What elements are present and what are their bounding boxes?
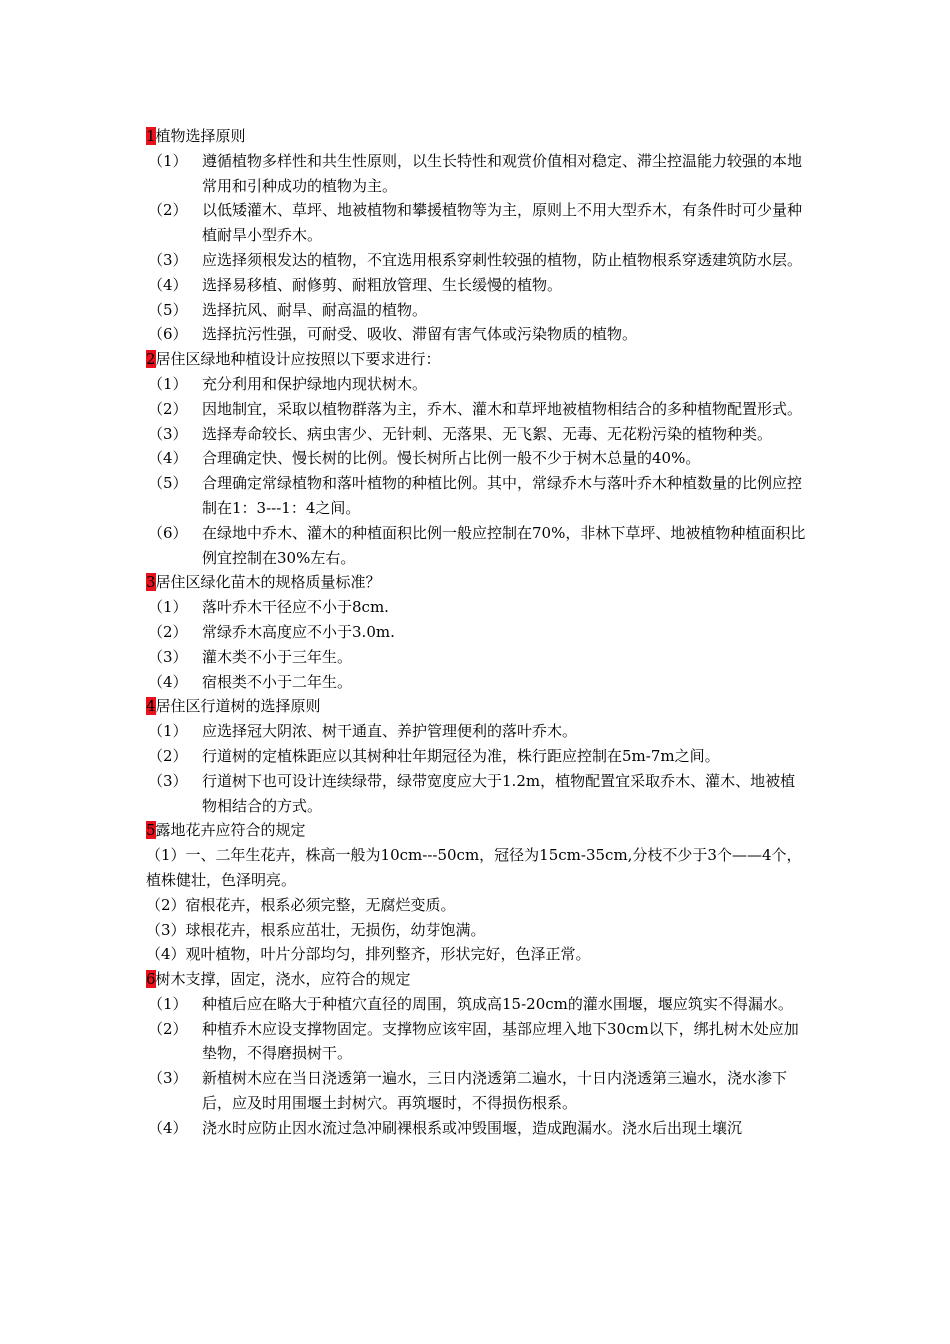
list-item <box>146 198 810 248</box>
list-item <box>146 322 810 347</box>
list-item-index: （2） <box>148 746 188 765</box>
section-heading <box>146 570 810 595</box>
section-title: 居住区绿地种植设计应按照以下要求进行： <box>155 350 441 369</box>
list-item-index: （4） <box>148 1118 188 1137</box>
list-item-index: （1） <box>148 151 188 170</box>
list-item-text: 宿根类不小于二年生。 <box>202 672 353 691</box>
list-item-index: （2） <box>148 399 188 418</box>
list-item-index: （1） <box>148 722 188 741</box>
section-heading <box>146 694 810 719</box>
list-item-index: （2） <box>148 622 188 641</box>
list-item-index: （3） <box>148 1069 188 1088</box>
list-item <box>146 397 810 422</box>
list-item-text: 应选择冠大阴浓、树干通直、养护管理便利的落叶乔木。 <box>202 722 578 741</box>
section-number: 3 <box>146 573 156 592</box>
list-item-text: 选择寿命较长、病虫害少、无针刺、无落果、无飞絮、无毒、无花粉污染的植物种类。 <box>202 424 773 443</box>
list-item-index: （4） <box>148 449 188 468</box>
list-item-text: 以低矮灌木、草坪、地被植物和攀援植物等为主，原则上不用大型乔木，有条件时可少量种植耐旱小型乔木。 <box>202 201 803 245</box>
list-item-index: （4） <box>148 672 188 691</box>
list-item-index: （4） <box>148 275 188 294</box>
section-title: 居住区绿化苗木的规格质量标准？ <box>155 573 381 592</box>
section-title: 居住区行道树的选择原则 <box>155 697 321 716</box>
list-item-text: 选择易移植、耐修剪、耐粗放管理、生长缓慢的植物。 <box>202 275 563 294</box>
section-number: 2 <box>146 350 156 369</box>
list-item-index: （1） <box>148 374 188 393</box>
list-item-text: 选择抗污性强，可耐受、吸收、滞留有害气体或污染物质的植物。 <box>202 325 638 344</box>
list-item <box>146 670 810 695</box>
list-item-text: 在绿地中乔木、灌木的种植面积比例一般应控制在70%，非林下草坪、地被植物种植面积比例宜控制在30%左右。 <box>202 523 806 567</box>
list-item <box>146 521 810 571</box>
list-item <box>146 248 810 273</box>
section-number: 6 <box>146 970 156 989</box>
section-title: 树木支撑，固定，浇水，应符合的规定 <box>155 970 411 989</box>
section-number: 4 <box>146 697 156 716</box>
list-item-index: （6） <box>148 523 188 542</box>
list-item-index: （1） <box>148 994 188 1013</box>
list-item-text: 合理确定快、慢长树的比例。慢长树所占比例一般不少于树木总量的40%。 <box>202 449 701 468</box>
list-item-text: 浇水时应防止因水流过急冲刷裸根系或冲毁围堰，造成跑漏水。浇水后出现土壤沉 <box>202 1118 743 1137</box>
list-item-text: 应选择须根发达的植物，不宜选用根系穿刺性较强的植物，防止植物根系穿透建筑防水层。 <box>202 250 803 269</box>
list-item-index: （6） <box>148 325 188 344</box>
list-item-index: （3） <box>148 647 188 666</box>
list-item <box>146 719 810 744</box>
list-item-index: （5） <box>148 474 188 493</box>
list-item <box>146 1017 810 1067</box>
section-heading <box>146 347 810 372</box>
section-heading <box>146 124 810 149</box>
list-item-text: 新植树木应在当日浇透第一遍水，三日内浇透第二遍水，十日内浇透第三遍水，浇水渗下后，应及时用围堰土封树穴。再筑堰时，不得损伤根系。 <box>202 1069 788 1113</box>
list-item-index: （3） <box>148 424 188 443</box>
section-number: 1 <box>146 127 156 145</box>
list-item-index: （2） <box>148 1019 188 1038</box>
list-item <box>146 595 810 620</box>
list-item-text: 行道树下也可设计连续绿带，绿带宽度应大于1.2m，植物配置宜采取乔木、灌木、地被植物相结合的方式。 <box>202 771 796 815</box>
list-item-text: 灌木类不小于三年生。 <box>202 647 353 666</box>
list-item-index: （3） <box>148 250 188 269</box>
section-title: 露地花卉应符合的规定 <box>155 821 306 840</box>
paragraph: （4）观叶植物，叶片分部均匀，排列整齐，形状完好，色泽正常。 <box>146 945 591 964</box>
section-heading <box>146 818 810 843</box>
list-item-index: （1） <box>148 598 188 617</box>
list-item <box>146 471 810 521</box>
list-item-index: （5） <box>148 300 188 319</box>
paragraph: （1）一、二年生花卉，株高一般为10cm---50cm，冠径为15cm-35cm,分枝不少于3个——4个，植株健壮，色泽明亮。 <box>146 846 802 889</box>
list-item <box>146 992 810 1017</box>
list-item-text: 选择抗风、耐旱、耐高温的植物。 <box>202 300 428 319</box>
list-item <box>146 422 810 447</box>
document-body <box>146 124 810 1141</box>
section-number: 5 <box>146 821 156 840</box>
list-item-text: 种植乔木应设支撑物固定。支撑物应该牢固，基部应埋入地下30cm以下，绑扎树木处应加垫物，不得磨损树干。 <box>202 1019 799 1063</box>
section-title: 植物选择原则 <box>155 127 246 145</box>
paragraph: （3）球根花卉，根系应茁壮，无损伤，幼芽饱满。 <box>146 920 486 939</box>
list-item-index: （3） <box>148 771 188 790</box>
list-item <box>146 446 810 471</box>
list-item-text: 合理确定常绿植物和落叶植物的种植比例。其中，常绿乔木与落叶乔木种植数量的比例应控制在1：3---1：4之间。 <box>202 474 803 517</box>
list-item-text: 行道树的定植株距应以其树种壮年期冠径为准，株行距应控制在5m-7m之间。 <box>202 746 720 765</box>
section-heading <box>146 967 810 992</box>
list-item <box>146 620 810 645</box>
list-item <box>146 645 810 670</box>
list-item <box>146 298 810 323</box>
list-item-text: 充分利用和保护绿地内现状树木。 <box>202 374 428 393</box>
list-item <box>146 744 810 769</box>
list-item <box>146 1116 810 1141</box>
list-item <box>146 273 810 298</box>
list-item <box>146 149 810 199</box>
list-item-text: 落叶乔木干径应不小于8cm. <box>202 598 389 617</box>
list-item-text: 因地制宜，采取以植物群落为主，乔木、灌木和草坪地被植物相结合的多种植物配置形式。 <box>202 399 803 418</box>
list-item-text: 种植后应在略大于种植穴直径的周围，筑成高15-20cm的灌水围堰，堰应筑实不得漏水。 <box>202 994 793 1013</box>
list-item-text: 常绿乔木高度应不小于3.0m. <box>202 622 395 641</box>
list-item-index: （2） <box>148 201 188 220</box>
list-item <box>146 769 810 819</box>
paragraph: （2）宿根花卉，根系必须完整，无腐烂变质。 <box>146 895 456 914</box>
list-item-text: 遵循植物多样性和共生性原则，以生长特性和观赏价值相对稳定、滞尘控温能力较强的本地常用和引种成功的植物为主。 <box>202 151 803 195</box>
list-item <box>146 1066 810 1116</box>
list-item <box>146 372 810 397</box>
